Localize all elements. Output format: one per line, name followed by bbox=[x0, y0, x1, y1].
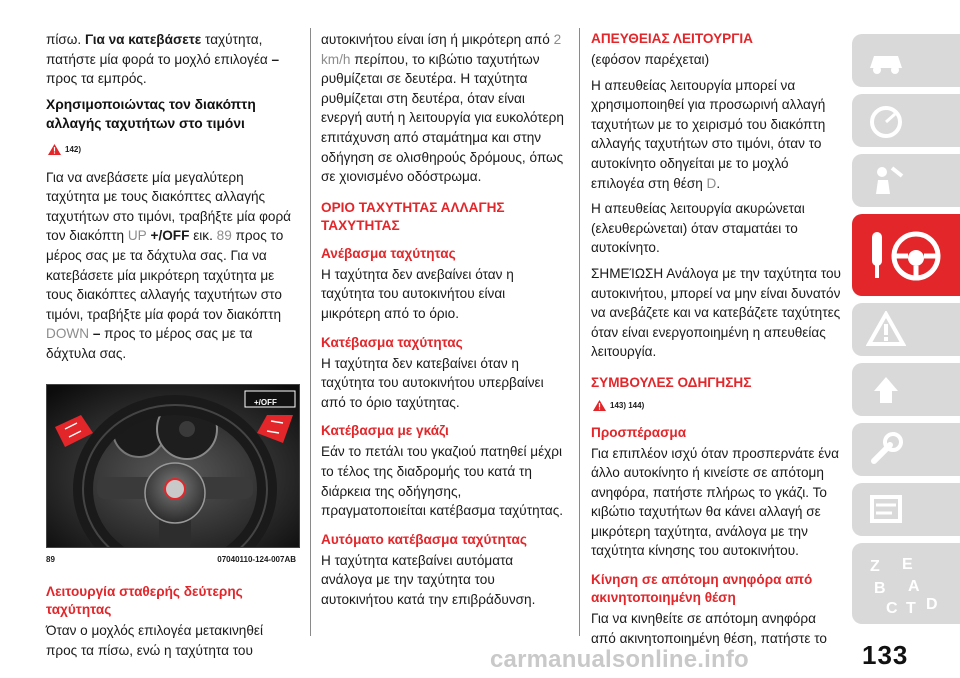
paragraph-note: ΣΗΜΕΊΩΣΗ Ανάλογα με την ταχύτητα του αυτοκινήτου, μπορεί να μην είναι δυνατόν να ανεβάζετε και να κατεβάζετε ταχύτητες όταν είναι ενεργοποιημένη η απευθείας λειτουργία. bbox=[591, 265, 841, 360]
chapter-tab-car[interactable] bbox=[852, 34, 960, 87]
svg-text:T: T bbox=[906, 600, 916, 617]
text-column-1 bbox=[46, 30, 296, 666]
emergency-icon bbox=[866, 371, 906, 407]
chapter-tab-driving[interactable] bbox=[852, 214, 960, 296]
chapter-tab-maintenance[interactable] bbox=[852, 423, 960, 476]
key-steering-wheel-icon bbox=[866, 222, 946, 286]
subheading-red: Κατέβασμα ταχύτητας bbox=[321, 334, 463, 350]
dashboard-icon bbox=[866, 102, 906, 138]
subheading-red: Ανέβασμα ταχύτητας bbox=[321, 245, 456, 261]
chapter-tab-emergency[interactable] bbox=[852, 363, 960, 416]
text-column-3 bbox=[591, 30, 841, 654]
watermark: carmanualsonline.info bbox=[490, 646, 749, 673]
figure-number: 89 bbox=[46, 554, 55, 564]
svg-text:B: B bbox=[874, 580, 886, 597]
chapter-tabs bbox=[852, 34, 960, 624]
paragraph: Η ταχύτητα δεν ανεβαίνει όταν η ταχύτητα του αυτοκινήτου είναι μικρότερη από το όριο. bbox=[321, 266, 514, 321]
paragraph-paddles: Για να ανεβάσετε μία μεγαλύτερη ταχύτητα με τους διακόπτες αλλαγής ταχυτήτων στο τιμόνι, τραβήξτε μία φορά τον διακόπτη UP +/OFF εικ. 89 προς το μέρος σας με τα δάχτυλα σας. Για να κατεβάσετε μία μικρότερη ταχύτητα με τους διακόπτες αλλαγής ταχυτήτων στο τιμόνι, τραβήξτε μία φορά τον διακόπτη DOWN – προς το μέρος σας με τα δάχτυλα σας. bbox=[46, 169, 292, 361]
svg-text:Z: Z bbox=[870, 558, 880, 575]
subheading-red: Προσπέρασμα bbox=[591, 424, 687, 440]
paragraph: Εάν το πετάλι του γκαζιού πατηθεί μέχρι το τέλος της διαδρομής του κατά τη διάρκεια της οδήγησης, πραγματοποιείται κατέβασμα ταχύτητας. bbox=[321, 444, 564, 519]
steering-wheel-photo bbox=[46, 384, 300, 548]
warning-reference: 142) bbox=[48, 140, 296, 160]
page-number: 133 bbox=[862, 640, 909, 670]
paragraph: Η απευθείας λειτουργία ακυρώνεται (ελευθερώνεται) όταν σταματάει το αυτοκίνητο. bbox=[591, 201, 805, 256]
technical-data-icon bbox=[866, 491, 906, 527]
column-divider bbox=[310, 28, 311, 636]
subheading-red: Κατέβασμα με γκάζι bbox=[321, 423, 449, 439]
warning-triangle-icon bbox=[593, 400, 606, 411]
section-heading: Χρησιμοποιώντας τον διακόπτη αλλαγής ταχυτήτων στο τιμόνι bbox=[46, 96, 256, 132]
warning-icon bbox=[866, 311, 906, 347]
warning-triangle-icon bbox=[48, 144, 61, 155]
chapter-tab-safety[interactable] bbox=[852, 154, 960, 207]
chapter-tab-dashboard[interactable] bbox=[852, 94, 960, 147]
section-caption-red: ΟΡΙΟ ΤΑΧΥΤΗΤΑΣ ΑΛΛΑΓΗΣ ΤΑΧΥΤΗΤΑΣ bbox=[321, 199, 505, 233]
paragraph: Για επιπλέον ισχύ όταν προσπερνάτε ένα άλλο αυτοκίνητο ή κινείστε σε απότομη ανηφόρα, πατήστε πλήρως το γκάζι. Το κιβώτιο ταχυτήτων θα κάνει αλλαγή σε μικρότερη ταχύτητα, ανάλογα με την ταχύτητα κίνησης του αυτοκινήτου. bbox=[591, 445, 839, 559]
svg-text:D: D bbox=[926, 596, 938, 613]
svg-text:A: A bbox=[908, 578, 920, 595]
chapter-tab-index[interactable] bbox=[852, 543, 960, 624]
figure-caption bbox=[46, 550, 296, 570]
car-icon bbox=[866, 42, 906, 78]
svg-text:C: C bbox=[886, 600, 898, 617]
caption-subtitle: (εφόσον παρέχεται) bbox=[591, 52, 710, 67]
paragraph-intro: πίσω. Για να κατεβάσετε ταχύτητα, πατήστε μία φορά το μοχλό επιλογέα – προς τα εμπρός. bbox=[46, 32, 280, 87]
text-column-2 bbox=[321, 30, 565, 615]
paragraph-second-gear: Όταν ο μοχλός επιλογέα μετακινηθεί προς τα πίσω, ενώ η ταχύτητα του bbox=[46, 623, 263, 658]
paragraph: Η ταχύτητα κατεβαίνει αυτόματα ανάλογα με την ταχύτητα του αυτοκινήτου κατά την επιβράδυνση. bbox=[321, 552, 536, 607]
paragraph: Για να κινηθείτε σε απότομη ανηφόρα από ακινητοποιημένη θέση, πατήστε το bbox=[591, 611, 827, 646]
subheading-red: Αυτόματο κατέβασμα ταχύτητας bbox=[321, 531, 527, 547]
wrench-icon bbox=[866, 431, 906, 467]
column-divider bbox=[579, 28, 580, 636]
paragraph: Η ταχύτητα δεν κατεβαίνει όταν η ταχύτητα του αυτοκινήτου υπερβαίνει από το όριο ταχύτητας. bbox=[321, 355, 544, 410]
chapter-tab-warning[interactable] bbox=[852, 303, 960, 356]
section-caption-red: ΣΥΜΒΟΥΛΕΣ ΟΔΗΓΗΣΗΣ bbox=[591, 374, 752, 390]
warning-reference: 143) 144) bbox=[593, 396, 841, 416]
section-caption-red: ΑΠΕΥΘΕΙΑΣ ΛΕΙΤΟΥΡΓΙΑ bbox=[591, 31, 753, 46]
subheading-red: Κίνηση σε απότομη ανηφόρα από ακινητοποιημένη θέση bbox=[591, 572, 813, 606]
paragraph: Η απευθείας λειτουργία μπορεί να χρησιμοποιηθεί για προσωρινή αλλαγή ταχυτήτων με το χειρισμό του διακόπτη αλλαγής ταχυτήτων στο τιμόνι, όταν το αυτοκίνητο οδηγείται με το μοχλό επιλογέα στη θέση D. bbox=[591, 77, 826, 191]
svg-text:E: E bbox=[902, 556, 913, 573]
chapter-tab-specifications[interactable] bbox=[852, 483, 960, 536]
paragraph-second-gear-cont: αυτοκινήτου είναι ίση ή μικρότερη από 2 km/h περίπου, το κιβώτιο ταχυτήτων ρυθμίζεται σε δευτέρα. Η ταχύτητα ρυθμίζεται στη δευτέρα, όταν είναι ενεργή αυτή η λειτουργία για ευκολότερη επιτάχυνση από σταμάτημα και στην οδήγηση σε ολισθηρούς δρόμους, όπως σε χιονισμένο οδόστρωμα. bbox=[321, 32, 564, 185]
section-heading-red: Λειτουργία σταθερής δεύτερης ταχύτητας bbox=[46, 584, 243, 618]
figure-code: 07040110-124-007AB bbox=[217, 554, 296, 564]
alphabet-index-icon bbox=[866, 551, 946, 617]
safety-icon bbox=[866, 162, 906, 198]
figure-label: +/OFF bbox=[254, 397, 277, 407]
